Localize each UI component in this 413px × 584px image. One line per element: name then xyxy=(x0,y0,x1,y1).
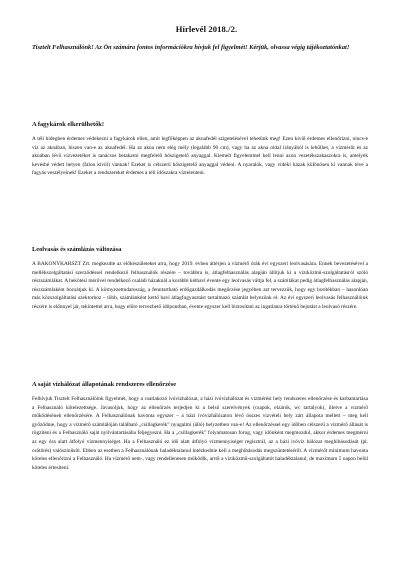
section-frost-damage xyxy=(32,120,368,183)
paragraph: A BAKONYKARSZT Zrt. megkezdte az előkészületeket arra, hogy 2019. évben áttérjen a vízmérő órák évi egyszeri leolvasására. Ennek bevezetésével a mellékszolgáltatási szerződéssel rendelkező felhasználók részére – továbbra is, átlagfelhasználás alapján állítjuk ki a víziközmű-szolgáltatásról szóló részszámlákat. A bekötési mérővel rendelkező családi házaknál a korábbi kéthavi évente egy leolvasás váltja fel, a számlákat pedig átlagfelhasználás alapján, részszámlaként bocsátjuk ki. A környezettudatosság, a fenntartható erdőgazdálkodás megőrzése jegyében azt tervezzük, hogy egy borítékban – hasonlóan más közszolgáltatási szektorhoz – több, számlánként kettő havi átlagfogyasztást tartalmazó számlát helyezünk el. Az évi egyszeri leolvasás felhasználóink részére is előnnyel jár, tekintettel arra, hogy előre tervezhető időpontban, évente egyszer kell biztosítani az ingatlanra történő bejutást a leolvasó részére. xyxy=(32,261,368,310)
intro-notice: Tisztelt Felhasználónk! Az Ön számára fontos információkra hívjuk fel figyelmét! Kérjük, olvassa végig tájékoztatónkat! xyxy=(32,44,350,51)
section-heading: A fagykárok elkerülhetők! xyxy=(32,121,104,128)
section-body xyxy=(32,395,368,472)
newsletter-title: Hírlevél 2018./2. xyxy=(175,24,238,34)
section-heading: Leolvasás és számlázás változása xyxy=(32,246,122,253)
section-heading: A saját vízhálózat állapotának rendszeres ellenőrzése xyxy=(32,381,177,388)
paragraph: A téli hidegben érdemes védekezni a fagykárok ellen, amit legfőképpen az aknafedél szigetelésével tehetünk meg! Ezen kívül érdemes ellenőrizni, nincs-e víz az aknában, hiszen van-e az aknafedél. Ha az akna nem elég mély (legalább 90 cm), vagy ha az akna oldal irányából is lehűlhet, a vízmérőt és az aknában lévő vízvezetéket is tanácsos betakarni megfelelő hőszigetelő anyaggal. Kiemelt figyelemmel kell lenni azon vezetékszakaszokra is, amelyek kevésbé védett helyen (falon kívül) vannak! Ezeket is célszerű hőszigetelő anyaggal védeni. A nyaralók, vagy vidéki házak különösen ki vannak téve a fagyás veszélyeinek! Ezeket a rendszereket érdemes a téli időszakra víztelenteni. xyxy=(32,136,368,177)
section-body xyxy=(32,260,368,312)
section-body xyxy=(32,135,368,178)
section-meter-reading xyxy=(32,245,368,317)
paragraph: Felhívjuk Tisztelt Felhasználóink figyelmét, hogy a csatlakozó ivóvízhálózat, a házi ivóvízhálózat és vízmérési hely rendszeres ellenőrzése és karbantartása a Felhasználó kötelezettsége. Javasoljuk, hogy az ellenőrzés terjedjen ki a belső szerelvények (csapok, elzárók, wc tartályok), illetve a vízmérő működésének ellenőrzésére. A Felhasználónak havonta egyszer – a házi ivóvízhálózaton lévő összes vízvételi hely zárt állapota mellett – meg kell győződnie, hogy a vízmérő számlálóján található „csillagkerék” nyugalmi (álló) helyzetben van-e! Az ellenőrzéssel egy időben célszerű a vízmérő állását is rögzíteni és a Felhasználó saját nyilvántartásába feljegyezni. Ha a „csillagkerék” folyamatosan forog, vagy időnként megmozdul, akkor érdemes megmérni az egy óra alatt átfolyó vízmennyiséget. Ha a Felhasználó ez idő alatt átfolyó vízmennyiséget regisztrál, az a házi ivóvíz hálózat meghibásodását (pl. csőtörés) valószínűsíti. Ebben az esetben a Felhasználónak haladéktalanul intézkednie kell a meghibásodás megszüntetéséről. A vízmérőt minimum havonta köteles ellenőrizni a Felhasználó. Ha vízmérő nem-, vagy rendellenesen működik, arról a víziközmű-szolgáltatót haladéktalanul, de maximum 5 napon belül köteles értesíteni. xyxy=(32,396,368,471)
section-network-check xyxy=(32,380,368,477)
